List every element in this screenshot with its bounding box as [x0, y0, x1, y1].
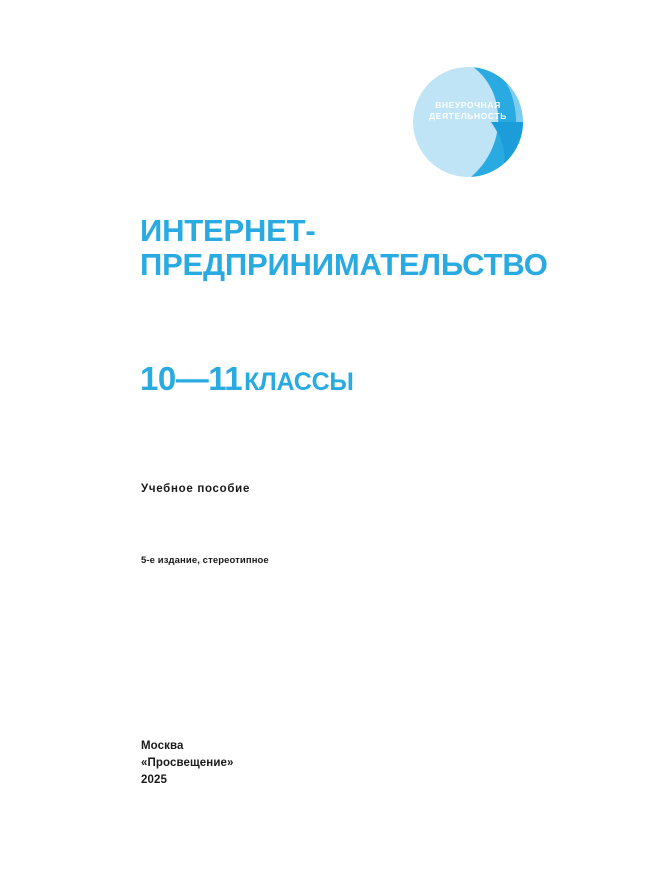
logo-label-line2: ДЕЯТЕЛЬНОСТЬ: [429, 111, 507, 121]
page-title: [140, 214, 570, 282]
imprint-year: 2025: [141, 774, 167, 786]
page-title-line2: ПРЕДПРИНИМАТЕЛЬСТВО: [140, 247, 548, 282]
page-title-line1: ИНТЕРНЕТ-: [140, 213, 316, 248]
logo-label: [413, 100, 523, 122]
imprint-publisher: «Просвещение»: [141, 757, 234, 769]
imprint: [141, 738, 233, 789]
grade-number: 10—11: [140, 360, 243, 397]
edition-note: 5-е издание, стереотипное: [141, 555, 269, 566]
grade-line: [140, 360, 354, 398]
subtitle: Учебное пособие: [141, 483, 251, 495]
imprint-city: Москва: [141, 740, 184, 752]
logo-label-line1: ВНЕУРОЧНАЯ: [435, 100, 501, 110]
grade-word: КЛАССЫ: [244, 368, 354, 396]
sphere-logo: [413, 60, 537, 184]
